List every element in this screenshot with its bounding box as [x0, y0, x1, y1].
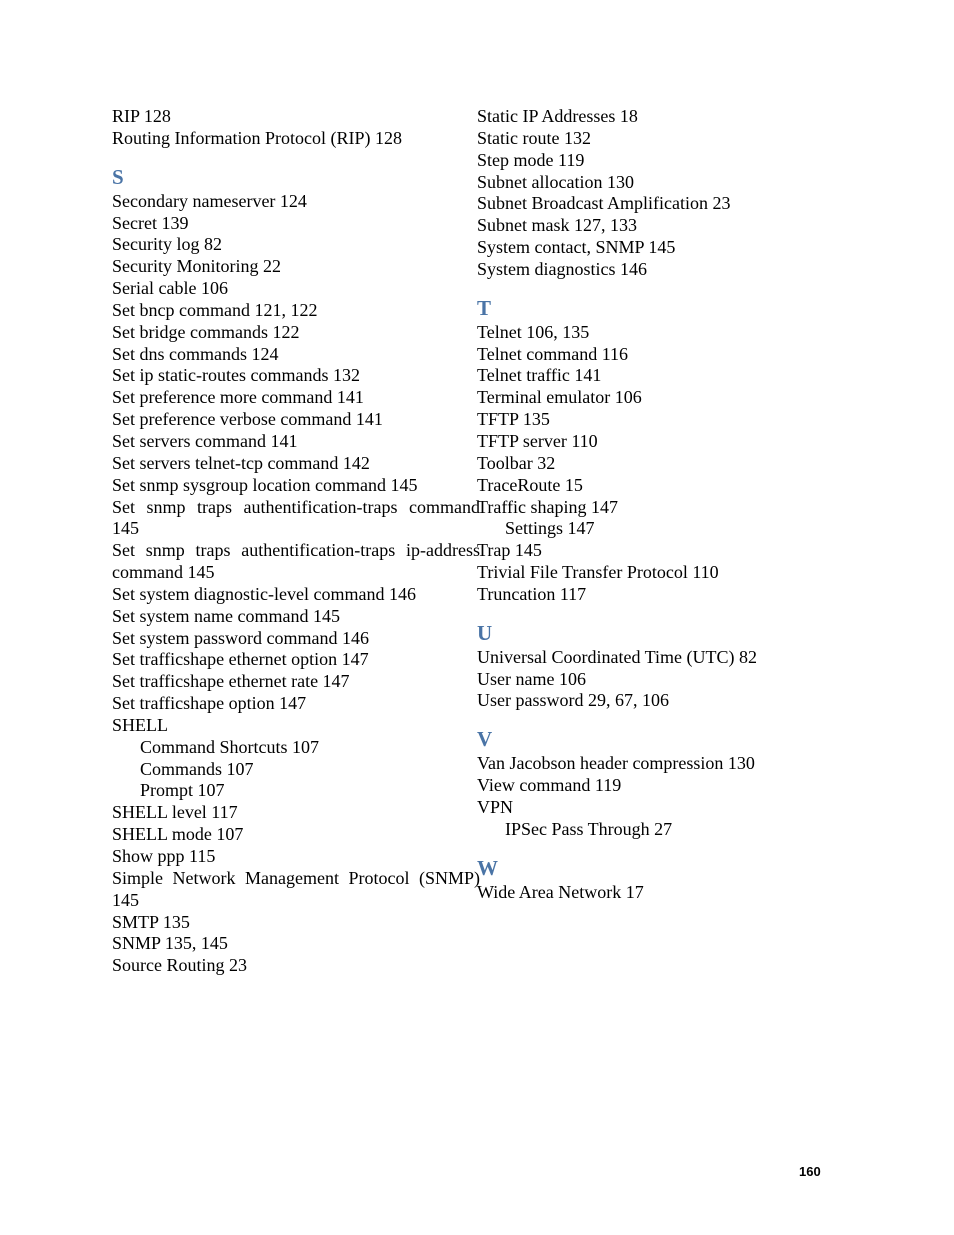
index-entry: SHELL level 117 [112, 802, 238, 823]
index-group [477, 856, 837, 904]
index-entry: Static route 132 [477, 127, 591, 148]
index-entry: Show ppp 115 [112, 846, 216, 866]
index-entry: Trivial File Transfer Protocol 110 [477, 562, 719, 583]
index-entry: Security log 82 [112, 234, 222, 255]
index-entry: TFTP server 110 [477, 430, 598, 451]
index-group [112, 106, 480, 150]
index-entry: Simple Network Management Protocol (SNMP) 145 [112, 867, 480, 910]
index-entry: Toolbar 32 [477, 452, 556, 473]
index-subentry: Prompt 107 [140, 780, 225, 801]
index-entry: Serial cable 106 [112, 278, 228, 299]
index-entry: Set trafficshape ethernet rate 147 [112, 671, 350, 692]
index-entry: Traffic shaping 147 [477, 496, 618, 517]
index-subentry: IPSec Pass Through 27 [505, 818, 673, 839]
index-entry: Telnet traffic 141 [477, 365, 602, 386]
index-subentry: Command Shortcuts 107 [140, 736, 319, 757]
index-letter-heading: S [112, 164, 124, 189]
index-entry: Step mode 119 [477, 149, 585, 170]
index-entry: TFTP 135 [477, 409, 550, 430]
index-group [112, 165, 480, 977]
index-entry: Set preference verbose command 141 [112, 409, 383, 430]
index-entry: Set snmp traps authentification-traps ip-address command 145 [112, 540, 480, 583]
index-entry: Telnet command 116 [477, 343, 629, 364]
index-entry: Source Routing 23 [112, 955, 247, 976]
index-group [477, 621, 837, 713]
index-subentry: Settings 147 [505, 518, 595, 539]
index-entry: SHELL mode 107 [112, 824, 244, 845]
index-letter-heading: W [477, 855, 498, 880]
index-entry: Secret 139 [112, 212, 189, 233]
index-entry: Telnet 106, 135 [477, 321, 590, 342]
index-entry: TraceRoute 15 [477, 474, 583, 495]
index-group [477, 296, 837, 606]
index-entry: View command 119 [477, 775, 622, 796]
index-entry: SMTP 135 [112, 911, 190, 932]
index-entry: Set servers telnet-tcp command 142 [112, 452, 370, 473]
index-entry: Van Jacobson header compression 130 [477, 753, 755, 774]
index-entry: Terminal emulator 106 [477, 387, 642, 408]
index-entry: Subnet allocation 130 [477, 171, 634, 192]
index-column-right [477, 106, 837, 903]
index-entry: User password 29, 67, 106 [477, 690, 669, 711]
index-entry: Secondary nameserver 124 [112, 190, 307, 211]
index-entry: Truncation 117 [477, 583, 587, 604]
index-entry: Set dns commands 124 [112, 343, 279, 364]
index-letter-heading: V [477, 727, 493, 752]
index-subentry: Commands 107 [140, 758, 254, 779]
index-entry: SNMP 135, 145 [112, 933, 228, 954]
index-entry: Universal Coordinated Time (UTC) 82 [477, 646, 757, 667]
index-entry: Set trafficshape option 147 [112, 693, 307, 714]
index-entry: Set servers command 141 [112, 430, 298, 451]
index-entry: Set ip static-routes commands 132 [112, 365, 360, 386]
page-number: 160 [799, 1164, 821, 1179]
index-entry: Static IP Addresses 18 [477, 106, 638, 126]
index-entry: Security Monitoring 22 [112, 256, 281, 277]
index-entry: Subnet Broadcast Amplification 23 [477, 193, 731, 214]
index-entry: Set bridge commands 122 [112, 321, 300, 342]
index-letter-heading: U [477, 620, 493, 645]
index-group [477, 727, 837, 840]
index-group [477, 106, 837, 281]
index-entry: User name 106 [477, 668, 586, 689]
index-entry: Routing Information Protocol (RIP) 128 [112, 127, 402, 148]
index-entry: Set bncp command 121, 122 [112, 299, 318, 320]
index-letter-heading: T [477, 295, 492, 320]
index-entry: Set system name command 145 [112, 605, 340, 626]
index-entry: Set system password command 146 [112, 627, 369, 648]
index-entry: Set preference more command 141 [112, 387, 364, 408]
index-entry: Set snmp traps authentification-traps command 145 [112, 496, 480, 539]
index-entry: Set system diagnostic-level command 146 [112, 583, 416, 604]
index-entry: Wide Area Network 17 [477, 881, 644, 902]
index-entry: Set trafficshape ethernet option 147 [112, 649, 369, 670]
index-entry: Set snmp sysgroup location command 145 [112, 474, 418, 495]
index-entry: System diagnostics 146 [477, 258, 647, 279]
index-entry: SHELL [112, 714, 168, 735]
index-entry: Trap 145 [477, 540, 542, 561]
index-entry: VPN [477, 796, 514, 817]
index-entry: Subnet mask 127, 133 [477, 215, 637, 236]
index-column-left [112, 106, 480, 977]
index-entry: System contact, SNMP 145 [477, 237, 676, 258]
index-entry: RIP 128 [112, 106, 171, 126]
